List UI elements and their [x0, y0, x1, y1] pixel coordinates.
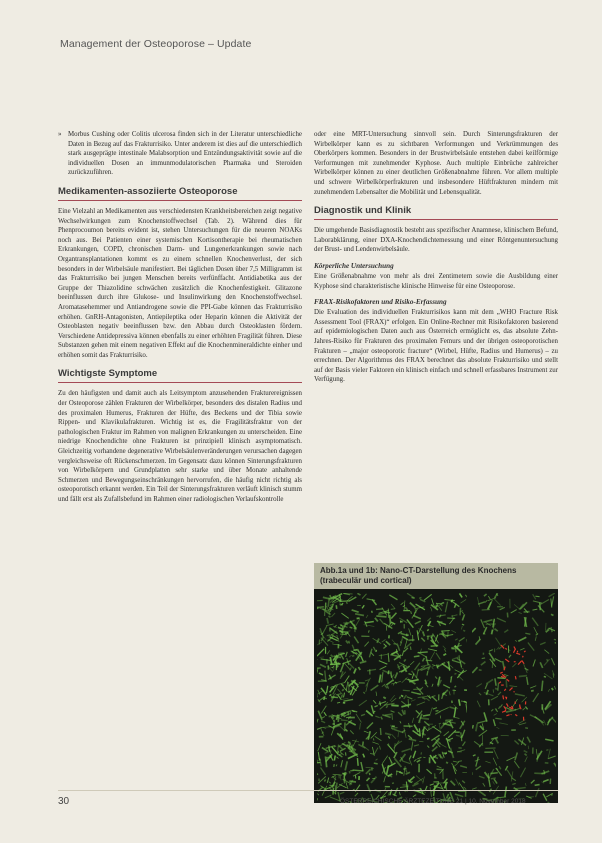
paragraph-diagnostics: Die umgehende Basisdiagnostik besteht aus spezifischer Anamnese, klinischem Befund, Laborabklärung, einer DXA-Knochendichtemessung und einer Röntgenuntersuchung der Brust- und Lendenwirbelsäule.	[314, 227, 558, 254]
figure-nano-ct	[314, 563, 558, 803]
nano-ct-image-trabecular	[317, 593, 467, 803]
paragraph-continuation: oder eine MRT-Untersuchung sinnvoll sein. Durch Sinterungsfrakturen der Wirbelkörper kann es zu sichtbaren Verformungen und Verkrümmungen des Oberkörpers kommen. Besonders in der Brustwirbelsäule entstehen dabei keilförmige Verformungen mit zunehmender Kyphose. Auch multiple Einbrüche zahlreicher Wirbelkörper können zu einer deutlichen Größenabnahme führen. Vor allem multiple und schwere Wirbelkörperfrakturen und insbesondere Hüftfrakturen mindern mit zunehmendem Lebensalter die Mobilität und Lebensqualität.	[314, 131, 558, 196]
left-column	[58, 130, 302, 511]
heading-diagnostics: Diagnostik und Klinik	[314, 205, 558, 220]
paragraph-symptoms: Zu den häufigsten und damit auch als Leitsymptom anzusehenden Frakturereignissen der Osteoporose zählen Frakturen der Wirbelkörper, besonders des distalen Radius und des proximalen Humerus, Frakturen der Hüfte, des Beckens und der Tibia sowie Rippen- und Klavikulafrakturen. Wichtig ist es, die Fragilitätsfraktur von der pathologischen Fraktur im Rahmen von malignen Erkrankungen zu unterscheiden. Eine niedrige Knochendichte ohne Frakturen ist prinzipiell klinisch asymptomatisch. Gleichzeitig vorhandene degenerative Wirbelsäulenveränderungen verursachen dagegen vergleichsweise oft Rückenschmerzen. Im Gegensatz dazu können Sinterungsfrakturen von Wirbelkörpern und Grundplatten sehr starke und über Monate anhaltende Schmerzen und Bewegungseinschränkungen hervorrufen, die häufig nicht richtig als osteoporotisch erkannt werden. Ein Teil der Sinterungsfrakturen verläuft klinisch stumm und fällt erst als Zufallsbefund im Rahmen einer radiologischen Verlaufskontrolle	[58, 390, 302, 503]
intro-bullet-text: Morbus Cushing oder Colitis ulcerosa finden sich in der Literatur unterschiedliche Daten in Bezug auf das Frakturrisiko. Unter anderem ist dies auf die unterschiedlich stark ausgeprägte intestinale Malabsorption und Entzündungsaktivität sowie auf die individuellen Dosen an immunmodulatorischen Pharmaka und Steroiden zurückzuführen.	[68, 131, 302, 177]
running-head: Management der Osteoporose – Update	[60, 38, 252, 50]
right-column	[314, 130, 558, 391]
page-number: 30	[58, 796, 70, 807]
paragraph-medication: Eine Vielzahl an Medikamenten aus verschiedensten Krankheitsbereichen zeigt negative Wechselwirkungen zum Knochenstoffwechsel (Tab. 2). Während dies für Phenprocoumon bereits evident ist, stehen Untersuchungen für die neueren NOAKs noch aus. Bei Patienten einer systemischen Kortisontherapie bei rheumatischen Erkrankungen, COPD, chronischen Darm- und Lungenerkrankungen sowie nach Organtransplantationen kommt es zu einem schnellen Knochenverlust, der sich besonders in der Wirbelsäule manifestiert. Bei täglichen Dosen über 7,5 Milligramm ist das Frakturrisiko bei jungen Menschen bereits verfünffacht. Antidiabetika aus der Gruppe der Thiazolidine schwächen zusätzlich die Knochenfestigkeit. Glitazone beeinflussen durch ihre Glukose- und Insulinwirkung den Knochenstoffwechsel. Aromatasehemmer und Antiandrogene sowie die PPI-Gabe können das Frakturrisiko erhöhen. GnRH-Antagonisten, Antiepileptika oder Heparin können die Aktivität der Osteoblasten negativ beeinflussen bzw. den Abbau durch Osteoklasten fördern. Verschiedene Antidepressiva können ebenfalls zu einer erhöhten Fragilität führen. Diese Substanzen gehen mit einem negativen Effekt auf die Knochenmineraldichte einher und erhöhen somit das Frakturrisiko.	[58, 207, 302, 359]
subheading-frax: FRAX-Risikofaktoren und Risiko-Erfassung	[314, 298, 447, 307]
paragraph-frax: Die Evaluation des individuellen Frakturrisikos kann mit dem „WHO Fracture Risk Assessment Tool (FRAX)“ erfolgen. Ein Online-Rechner mit Risikofaktoren basierend auf epidemiologischen Daten auch aus Österreich ermöglicht es, das absolute Zehn-Jahres-Risiko für Frakturen des proximalen Femurs und der übrigen osteoporotischen Frakturen – „major osteoporotic fracture“ (Wirbel, Hüfte, Radius und Humerus) – zu errechnen. Der Algorithmus des FRAX berechnet das absolute Frakturrisiko und stellt auf der Basis vieler Faktoren ein klinisch einfach und schnell erfassbares Instrument zur Verfügung.	[314, 309, 558, 384]
nano-ct-image-cortical	[472, 593, 556, 803]
journal-name: ÖSTERREICHISCHE ÄRZTEZEITUNG	[340, 798, 455, 805]
heading-medication-osteoporosis: Medikamenten-assoziierte Osteoporose	[58, 186, 302, 201]
intro-bullet	[58, 130, 302, 178]
bullet-marker: »	[58, 131, 62, 138]
subheading-examination: Körperliche Untersuchung	[314, 261, 394, 270]
footer-journal	[340, 798, 526, 805]
paragraph-examination: Eine Größenabnahme von mehr als drei Zentimetern sowie die Ausbildung einer Kyphose sind charakteristische klinische Hinweise für eine Osteoporose.	[314, 272, 558, 290]
figure-caption: Abb.1a und 1b: Nano-CT-Darstellung des Knochens (trabeculär und cortical)	[314, 563, 558, 589]
footer-rule	[58, 790, 558, 791]
issue-info: 21 | 10. November 2018	[455, 798, 526, 805]
heading-symptoms: Wichtigste Symptome	[58, 368, 302, 383]
